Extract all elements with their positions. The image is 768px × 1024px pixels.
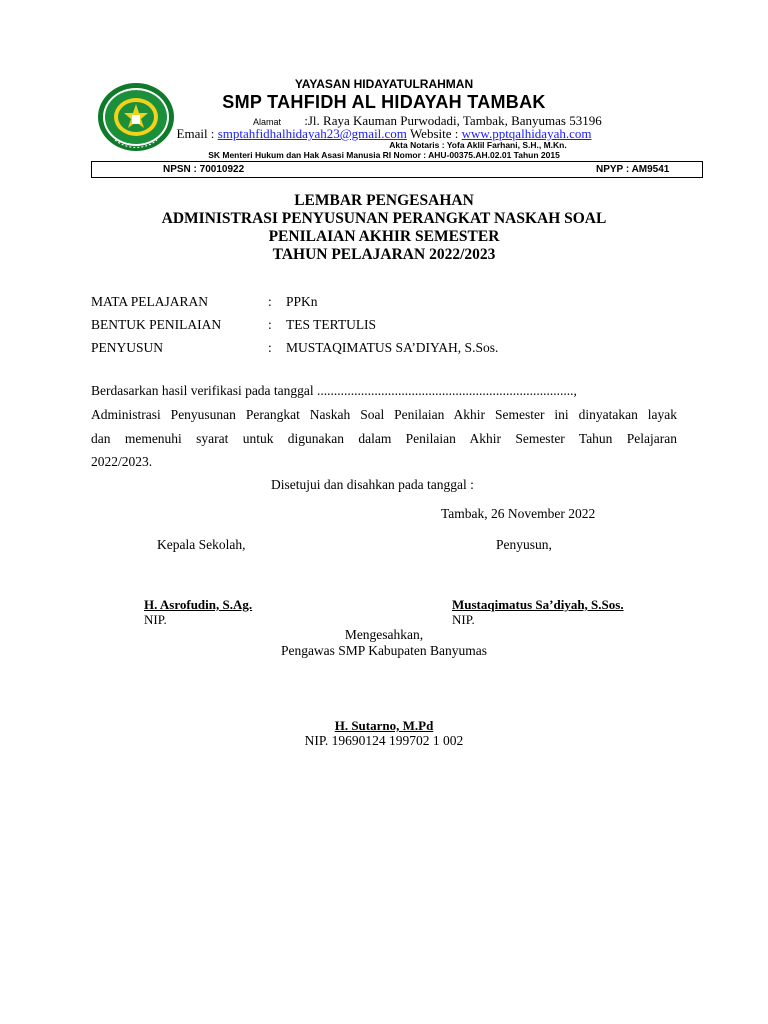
field-label-assessment: BENTUK PENILAIAN — [91, 317, 222, 332]
author-name: Mustaqimatus Sa’diyah, S.Sos. — [452, 597, 624, 612]
field-sep-assessment: : — [268, 317, 272, 332]
body-line-3: dan memenuhi syarat untuk digunakan dalam Penilaian Akhir Semester Tahun Pelajaran — [91, 431, 677, 446]
field-sep-subject: : — [268, 294, 272, 309]
school-name: SMP TAHFIDH AL HIDAYAH TAMBAK — [222, 92, 546, 112]
notary-text: Akta Notaris : Yofa Aklil Farhani, S.H., M.Kn. — [389, 140, 567, 150]
title-line-4: TAHUN PELAJARAN 2022/2023 — [272, 246, 496, 263]
approved-text: Disetujui dan disahkan pada tanggal : — [271, 477, 474, 492]
title-line-3: PENILAIAN AKHIR SEMESTER — [268, 228, 500, 245]
title-line-1: LEMBAR PENGESAHAN — [294, 192, 474, 209]
address-text: :Jl. Raya Kauman Purwodadi, Tambak, Banyumas 53196 — [304, 113, 602, 128]
website-link[interactable]: www.pptqalhidayah.com — [461, 126, 592, 141]
field-label-author: PENYUSUN — [91, 340, 164, 355]
npyp-text: NPYP : AM9541 — [596, 164, 670, 175]
field-value-author: MUSTAQIMATUS SA’DIYAH, S.Sos. — [286, 340, 499, 355]
body-line-1: Berdasarkan hasil verifikasi pada tanggal ............................................................................, — [91, 383, 577, 398]
supervisor-name: H. Sutarno, M.Pd — [334, 718, 434, 733]
body-line-4: 2022/2023. — [91, 454, 153, 469]
field-sep-author: : — [268, 340, 272, 355]
supervisor-role: Pengawas SMP Kabupaten Banyumas — [280, 643, 488, 658]
principal-nip: NIP. — [144, 612, 167, 627]
place-date: Tambak, 26 November 2022 — [441, 506, 596, 521]
title-line-2: ADMINISTRASI PENYUSUNAN PERANGKAT NASKAH SOAL — [161, 210, 607, 227]
sk-text: SK Menteri Hukum dan Hak Asasi Manusia RI Nomor : AHU-00375.AH.02.01 Tahun 2015 — [208, 150, 560, 160]
foundation-name: YAYASAN HIDAYATULRAHMAN — [294, 77, 474, 91]
email-label: Email : — [176, 126, 215, 141]
supervisor-nip: NIP. 19690124 199702 1 002 — [304, 733, 464, 748]
body-line-2: Administrasi Penyusunan Perangkat Naskah Soal Penilaian Akhir Semester ini dinyatakan layak — [91, 407, 677, 422]
npsn-text: NPSN : 70010922 — [163, 164, 245, 175]
field-label-subject: MATA PELAJARAN — [91, 294, 209, 309]
ratify-text: Mengesahkan, — [344, 627, 424, 642]
email-link[interactable]: smptahfidhalhidayah23@gmail.com — [217, 126, 407, 141]
principal-role: Kepala Sekolah, — [157, 537, 246, 552]
author-role: Penyusun, — [496, 537, 552, 552]
npsn-box — [91, 161, 703, 178]
supervisor-name-wrap — [0, 718, 768, 734]
field-value-assessment: TES TERTULIS — [286, 317, 377, 332]
address-label: Alamat — [253, 117, 282, 127]
principal-name: H. Asrofudin, S.Ag. — [144, 597, 253, 612]
website-label: Website : — [409, 126, 459, 141]
author-nip: NIP. — [452, 612, 475, 627]
field-value-subject: PPKn — [286, 294, 318, 309]
